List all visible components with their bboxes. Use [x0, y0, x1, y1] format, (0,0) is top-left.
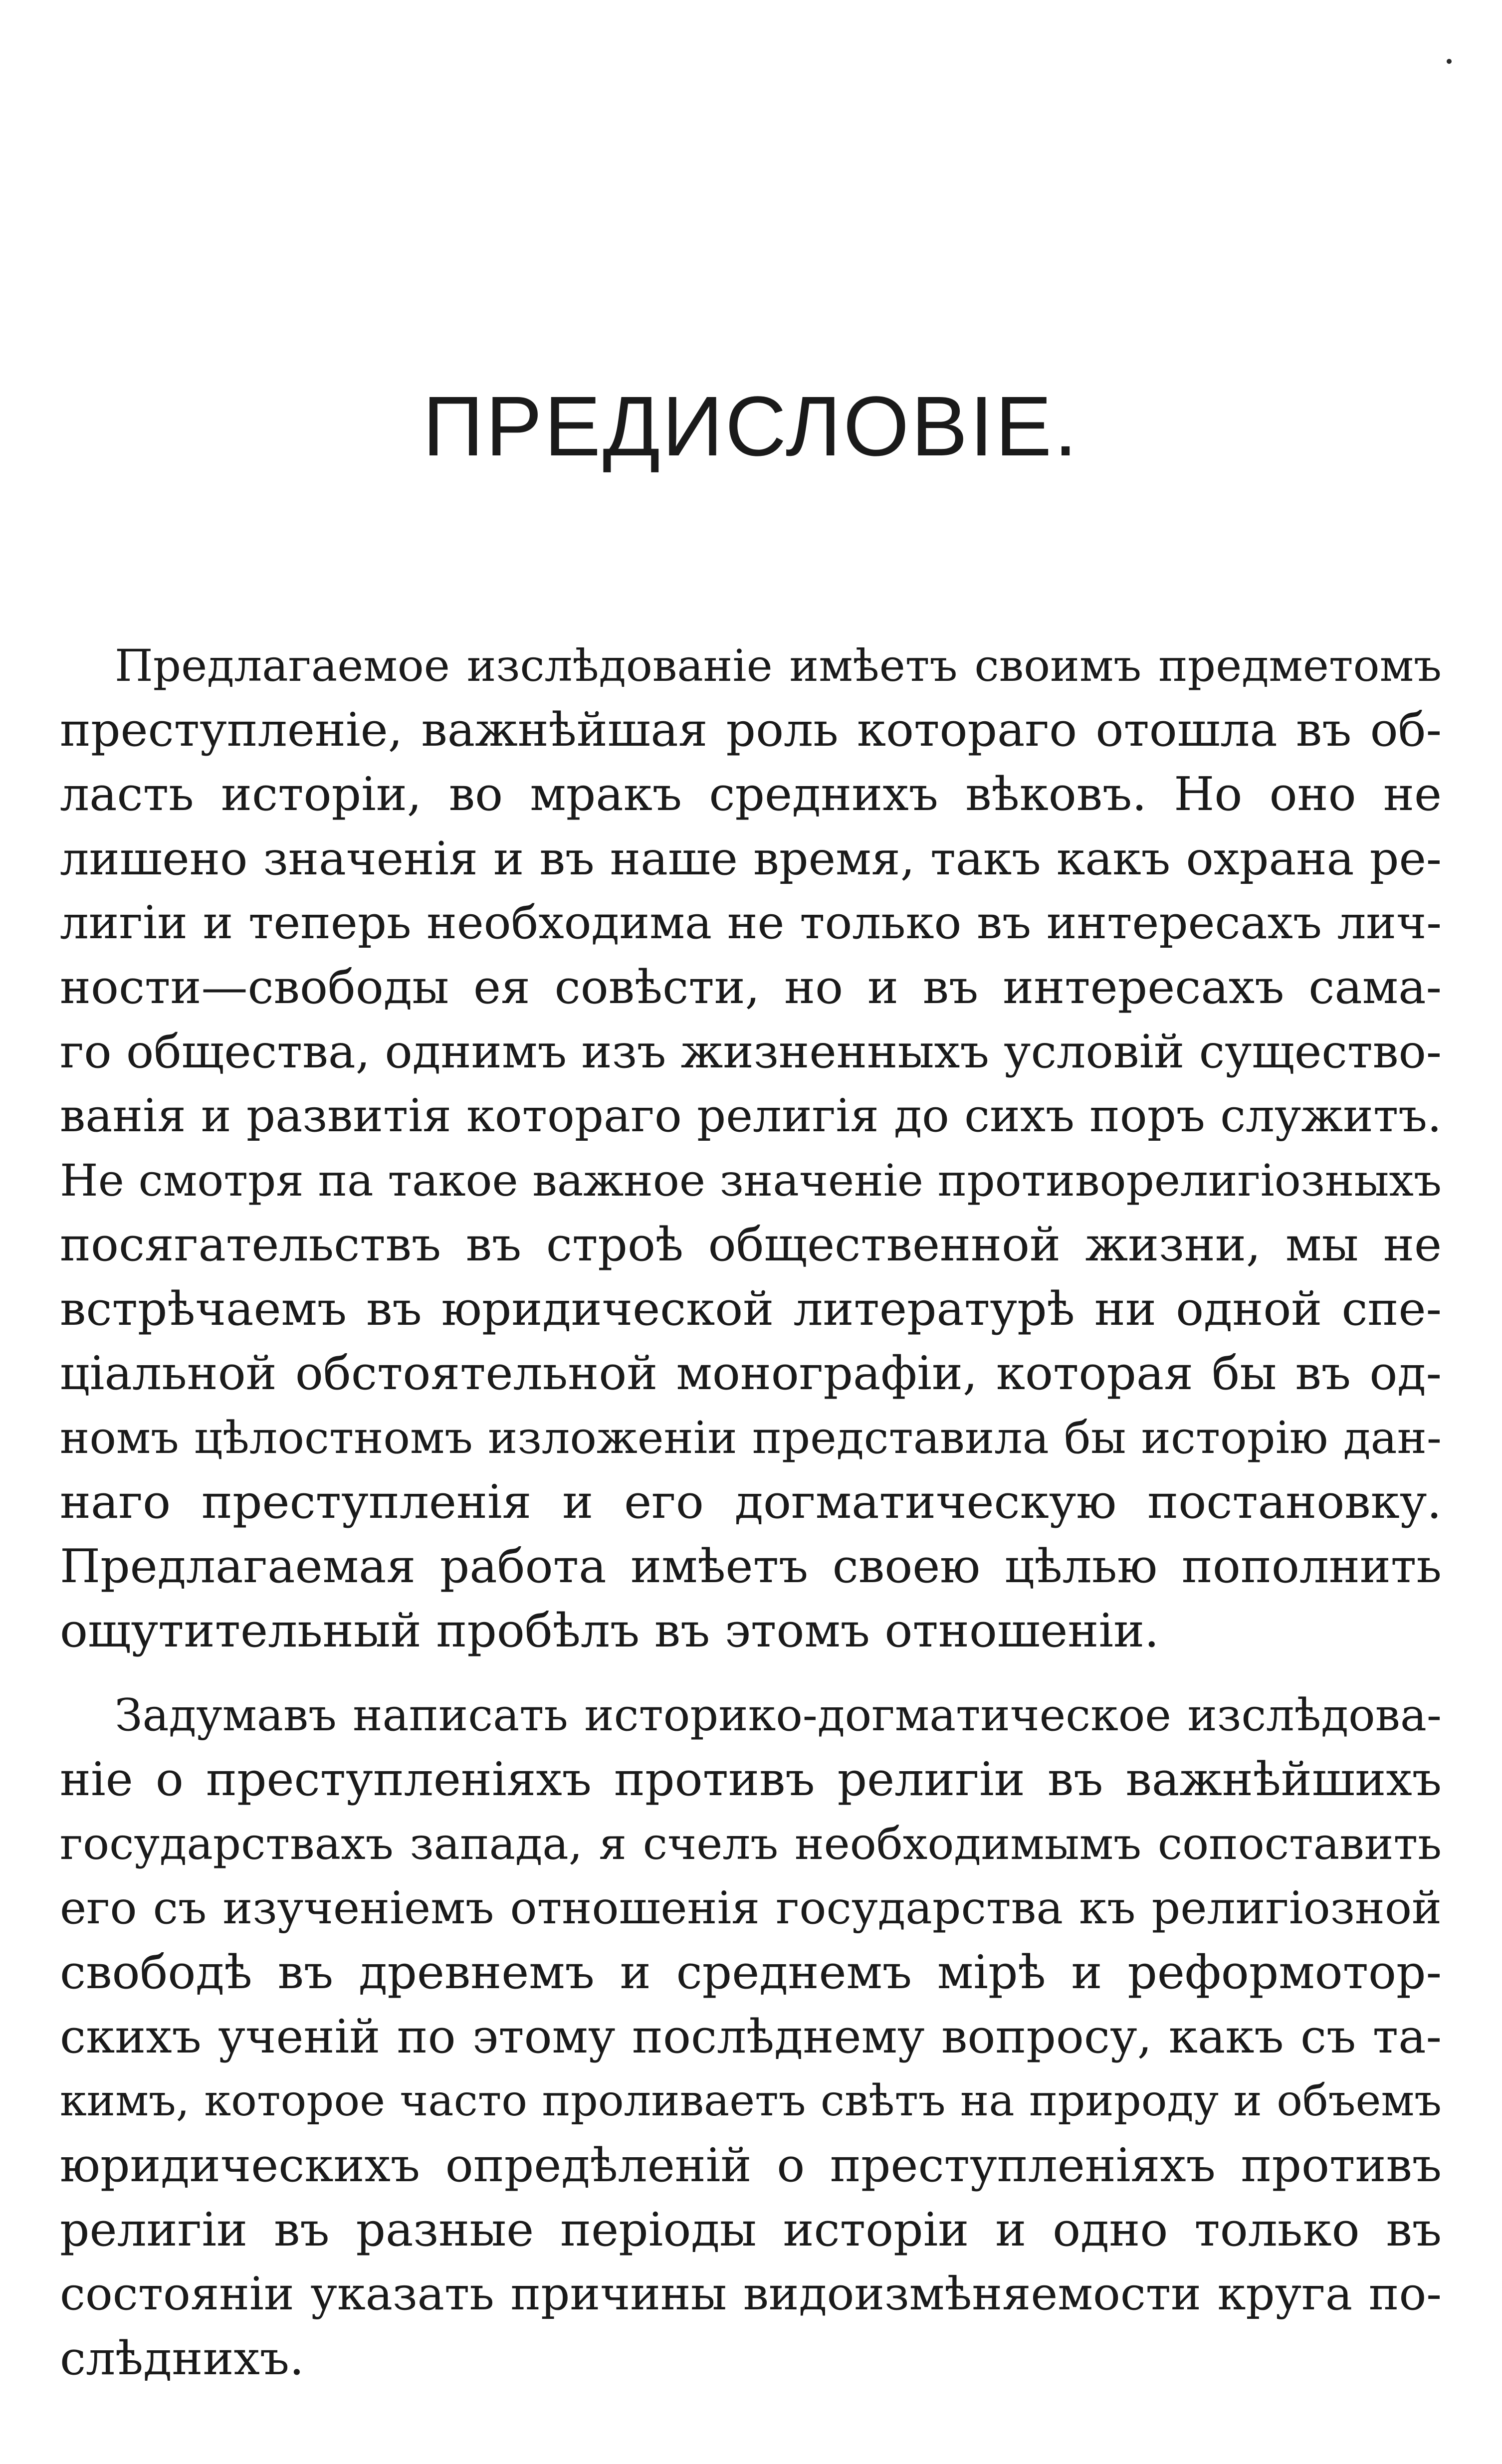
text-line: посягательствъ въ строѣ общественной жизни, мы не — [60, 1218, 1442, 1271]
text-line: ласть исторіи, во мракъ среднихъ вѣковъ. Но оно не — [60, 767, 1442, 821]
text-line: слѣднихъ. — [60, 2331, 304, 2385]
text-line: ціальной обстоятельной монографіи, которая бы въ од- — [60, 1346, 1442, 1400]
text-line: кимъ, которое часто проливаетъ свѣтъ на природу и объемъ — [60, 2076, 1442, 2126]
text-line: ности—свободы ея совѣсти, но и въ интересахъ сама- — [60, 960, 1442, 1014]
text-line: го общества, однимъ изъ жизненныхъ условій существо- — [60, 1025, 1442, 1078]
text-line: номъ цѣлостномъ изложеніи представила бы исторію дан- — [60, 1412, 1442, 1463]
text-line: скихъ ученій по этому послѣднему вопросу, какъ съ та- — [60, 2010, 1442, 2063]
text-line: ніе о преступленіяхъ противъ религіи въ важнѣйшихъ — [60, 1752, 1442, 1806]
text-line: Не смотря па такое важное значеніе противорелигіозныхъ — [60, 1155, 1442, 1206]
text-line: Предлагаемая работа имѣетъ своею цѣлью пополнить — [60, 1539, 1442, 1593]
text-line: его съ изученіемъ отношенія государства къ религіозной — [60, 1882, 1442, 1934]
text-line: свободѣ въ древнемъ и среднемъ мірѣ и реформотор- — [60, 1945, 1442, 1999]
page-title: ПРЕДИСЛОВІЕ. — [423, 379, 1079, 474]
text-line: Задумавъ написать историко-догматическое изслѣдова- — [115, 1689, 1442, 1741]
text-line: лишено значенія и въ наше время, такъ какъ охрана ре- — [60, 832, 1442, 885]
text-line: религіи въ разные періоды исторіи и одно только въ — [60, 2203, 1442, 2257]
text-line: преступленіе, важнѣйшая роль котораго отошла въ об- — [60, 703, 1442, 757]
text-line: лигіи и теперь необходима не только въ интересахъ лич- — [60, 897, 1442, 949]
paragraph-1 — [60, 633, 1442, 1663]
text-line: наго преступленія и его догматическую постановку. — [60, 1475, 1442, 1529]
ink-speck — [1447, 59, 1452, 64]
text-line: ощутительный пробѣлъ въ этомъ отношеніи. — [60, 1604, 1159, 1657]
text-line: Предлагаемое изслѣдованіе имѣетъ своимъ предметомъ — [115, 640, 1442, 691]
text-line: ванія и развитія котораго религія до сихъ поръ служитъ. — [60, 1090, 1442, 1142]
paragraph-gap — [60, 1663, 1442, 1683]
paragraph-2 — [60, 1683, 1442, 2391]
text-line: юридическихъ опредѣленій о преступленіяхъ противъ — [60, 2138, 1442, 2192]
text-line: встрѣчаемъ въ юридической литературѣ ни одной спе- — [60, 1282, 1442, 1336]
text-line: государствахъ запада, я счелъ необходимымъ сопоставить — [60, 1818, 1442, 1869]
text-line: состояніи указать причины видоизмѣняемости круга по- — [60, 2268, 1442, 2320]
body-text — [60, 633, 1442, 2391]
